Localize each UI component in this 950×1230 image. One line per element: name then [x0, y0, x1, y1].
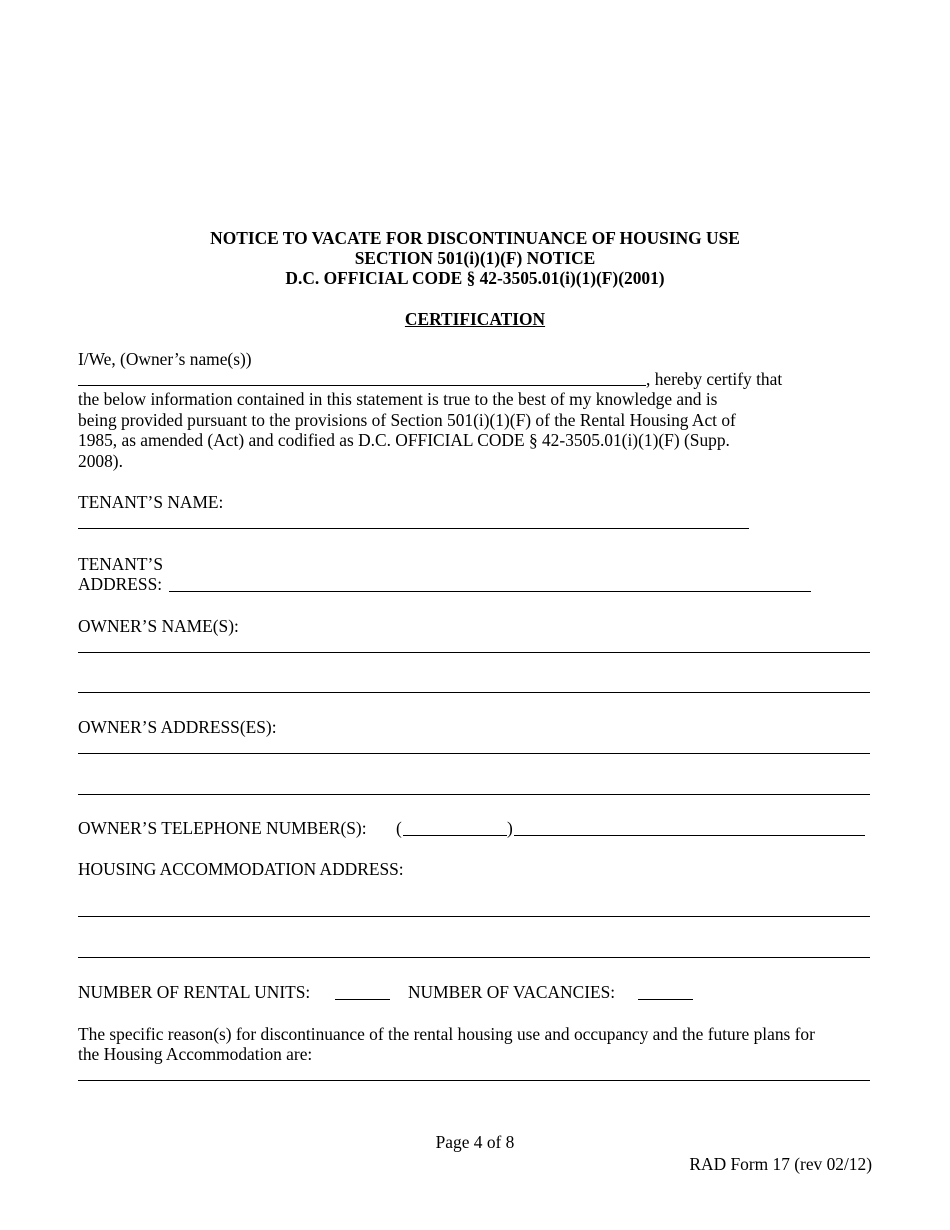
- certification-line-2: the below information contained in this statement is true to the best of my knowledge and is: [78, 389, 718, 409]
- tenant-address-label-1: TENANT’S: [78, 554, 164, 574]
- housing-address-blank-1[interactable]: [78, 916, 870, 917]
- reasons-line-1: The specific reason(s) for discontinuance of the rental housing use and occupancy and the future plans for: [78, 1024, 815, 1044]
- certification-line-5: 2008).: [78, 451, 123, 471]
- certification-intro: I/We, (Owner’s name(s)): [78, 349, 252, 369]
- housing-address-blank-2[interactable]: [78, 957, 870, 958]
- tenant-address-label-2: ADDRESS:: [78, 574, 163, 594]
- owner-phone-area-code-blank[interactable]: [403, 835, 507, 836]
- form-identifier: RAD Form 17 (rev 02/12): [689, 1154, 872, 1174]
- rental-units-label: NUMBER OF RENTAL UNITS:: [78, 982, 311, 1002]
- tenant-address-blank[interactable]: [169, 591, 811, 592]
- owner-addresses-blank-1[interactable]: [78, 753, 870, 754]
- certification-line-3: being provided pursuant to the provisions of Section 501(i)(1)(F) of the Rental Housing Act of: [78, 410, 736, 430]
- vacancies-label: NUMBER OF VACANCIES:: [408, 982, 616, 1002]
- document-title-line-2: SECTION 501(i)(1)(F) NOTICE: [354, 248, 596, 268]
- housing-address-label: HOUSING ACCOMMODATION ADDRESS:: [78, 859, 404, 879]
- owner-names-label: OWNER’S NAME(S):: [78, 616, 239, 636]
- owner-phone-number-blank[interactable]: [514, 835, 865, 836]
- section-heading: CERTIFICATION: [404, 309, 546, 329]
- owner-names-blank-2[interactable]: [78, 692, 870, 693]
- owner-addresses-blank-2[interactable]: [78, 794, 870, 795]
- vacancies-blank[interactable]: [638, 999, 693, 1000]
- owner-names-blank-1[interactable]: [78, 652, 870, 653]
- owner-addresses-label: OWNER’S ADDRESS(ES):: [78, 717, 277, 737]
- document-title-line-3: D.C. OFFICIAL CODE § 42-3505.01(i)(1)(F)(2001): [285, 268, 665, 288]
- rental-units-blank[interactable]: [335, 999, 390, 1000]
- reasons-line-2: the Housing Accommodation are:: [78, 1044, 313, 1064]
- owner-name-blank[interactable]: [78, 385, 646, 386]
- reasons-blank[interactable]: [78, 1080, 870, 1081]
- owner-phone-area-open: (: [396, 818, 402, 838]
- tenant-name-blank[interactable]: [78, 528, 749, 529]
- owner-phone-label: OWNER’S TELEPHONE NUMBER(S):: [78, 818, 367, 838]
- page-number: Page 4 of 8: [435, 1132, 515, 1152]
- certification-line-1-end: , hereby certify that: [646, 369, 783, 389]
- document-title-line-1: NOTICE TO VACATE FOR DISCONTINUANCE OF HOUSING USE: [210, 228, 740, 248]
- tenant-name-label: TENANT’S NAME:: [78, 492, 224, 512]
- certification-line-4: 1985, as amended (Act) and codified as D.C. OFFICIAL CODE § 42-3505.01(i)(1)(F) (Supp.: [78, 430, 730, 450]
- owner-phone-area-close: ): [507, 818, 513, 838]
